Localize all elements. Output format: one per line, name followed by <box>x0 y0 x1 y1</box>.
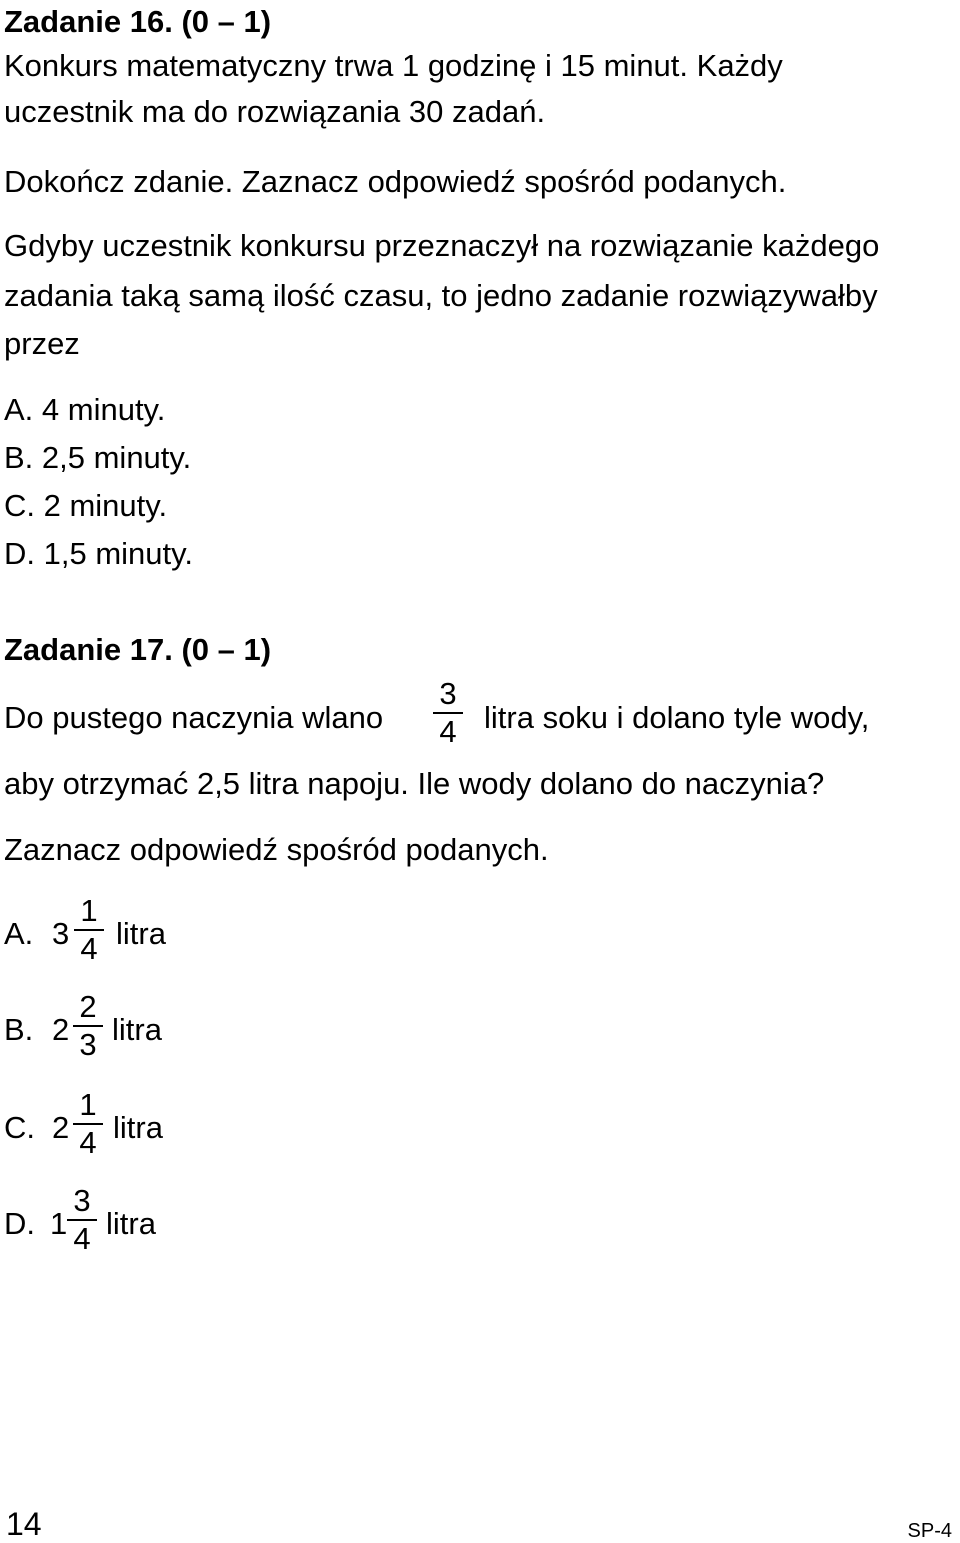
task17-question-fraction <box>433 678 463 748</box>
fraction-numerator: 3 <box>73 1183 91 1218</box>
task16-option-d[interactable]: D. 1,5 minuty. <box>4 536 193 571</box>
fraction-denominator: 4 <box>73 1221 91 1256</box>
task16-question-line2: zadania taką samą ilość czasu, to jedno zadanie rozwiązywałby <box>4 278 878 313</box>
option-fraction <box>73 1089 103 1159</box>
task17-heading: Zadanie 17. (0 – 1) <box>4 632 272 667</box>
option-whole: 2 <box>52 1110 70 1145</box>
fraction-numerator: 1 <box>80 893 98 928</box>
fraction-numerator: 2 <box>79 989 97 1024</box>
option-letter: C. <box>4 1110 35 1145</box>
exam-code: SP-4 <box>907 1520 952 1542</box>
option-fraction <box>73 991 103 1061</box>
task16-heading: Zadanie 16. (0 – 1) <box>4 4 272 39</box>
option-letter: A. <box>4 916 34 951</box>
option-unit: litra <box>112 1012 162 1047</box>
option-unit: litra <box>113 1110 163 1145</box>
task16-option-c[interactable]: C. 2 minuty. <box>4 488 168 523</box>
fraction-numerator: 3 <box>439 676 457 711</box>
fraction-denominator: 4 <box>80 931 98 966</box>
task16-instruction: Dokończ zdanie. Zaznacz odpowiedź spośród podanych. <box>4 164 787 199</box>
task16-question-line3: przez <box>4 326 80 361</box>
option-whole: 1 <box>50 1206 68 1241</box>
fraction-denominator: 4 <box>79 1125 97 1160</box>
option-fraction <box>67 1185 97 1255</box>
task16-option-a[interactable]: A. 4 minuty. <box>4 392 166 427</box>
task17-question-part1: Do pustego naczynia wlano <box>4 700 384 735</box>
page-number: 14 <box>6 1506 42 1542</box>
option-whole: 2 <box>52 1012 70 1047</box>
task17-instruction: Zaznacz odpowiedź spośród podanych. <box>4 832 549 867</box>
option-fraction <box>74 895 104 965</box>
option-unit: litra <box>116 916 166 951</box>
task16-option-b[interactable]: B. 2,5 minuty. <box>4 440 192 475</box>
option-whole: 3 <box>52 916 70 951</box>
task17-question-line2: aby otrzymać 2,5 litra napoju. Ile wody dolano do naczynia? <box>4 766 825 801</box>
fraction-numerator: 1 <box>79 1087 97 1122</box>
option-unit: litra <box>106 1206 156 1241</box>
task16-question-line1: Gdyby uczestnik konkursu przeznaczył na rozwiązanie każdego <box>4 228 880 263</box>
task17-question-part2: litra soku i dolano tyle wody, <box>484 700 870 735</box>
fraction-denominator: 4 <box>439 714 457 749</box>
option-letter: B. <box>4 1012 34 1047</box>
fraction-denominator: 3 <box>79 1027 97 1062</box>
option-letter: D. <box>4 1206 35 1241</box>
task16-intro-line1: Konkurs matematyczny trwa 1 godzinę i 15 minut. Każdy <box>4 48 783 83</box>
task16-intro-line2: uczestnik ma do rozwiązania 30 zadań. <box>4 94 546 129</box>
